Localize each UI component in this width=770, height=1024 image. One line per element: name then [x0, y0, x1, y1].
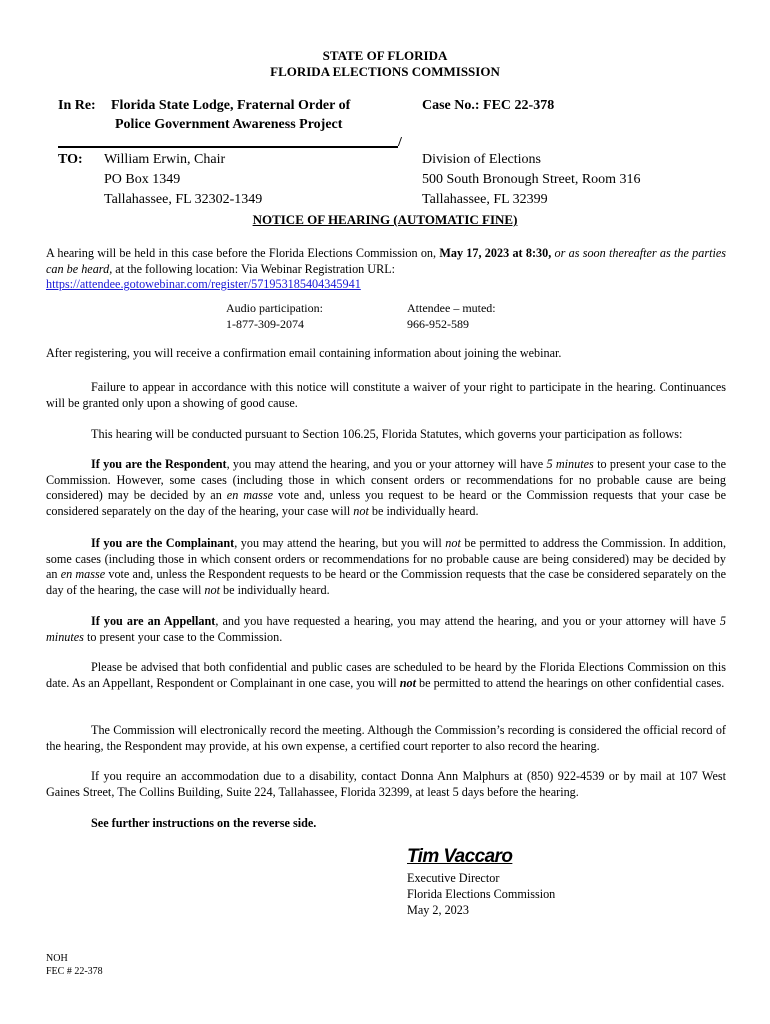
appellant-text-a: , and you have requested a hearing, you may attend the hearing, and you or your attorney will have: [215, 614, 720, 628]
signer-org: Florida Elections Commission: [407, 887, 556, 901]
complainant-lead: If you are the Complainant: [91, 536, 235, 550]
appellant-paragraph: [46, 614, 726, 645]
respondent-text-g: be individually heard.: [368, 503, 479, 518]
case-number: Case No.: FEC 22-378: [422, 98, 555, 113]
to-left-line1: William Erwin, Chair: [104, 152, 226, 167]
respondent-minutes: 5 minutes: [546, 457, 594, 471]
hearing-thereafter: or as soon thereafter as the parties can be heard: [46, 246, 726, 276]
complainant-text-c: be permitted to address the Commission. In addition, some cases (including those in which consent orders or recommendations for no probable cause are being considered) may be decided by an: [46, 536, 726, 582]
attendee-label: Attendee – muted:: [407, 301, 496, 315]
accommodation-paragraph: If you require an accommodation due to a disability, contact Donna Ann Malphurs at (850) 922-4539 or by mail at 107 West Gaines Street, The Collins Building, Suite 224, Tallahassee, Florida 32399, at least 5 days before the hearing.: [46, 769, 726, 799]
footer-noh: NOH: [46, 953, 68, 964]
audio-participation-number: 1-877-309-2074: [226, 317, 304, 331]
to-label: TO:: [58, 152, 83, 167]
signature-date: May 2, 2023: [407, 903, 469, 917]
respondent-paragraph: [46, 457, 726, 519]
hearing-text: A hearing will be held in this case before the Florida Elections Commission on,: [46, 246, 440, 260]
hearing-paragraph: [46, 246, 726, 293]
webinar-registration-link[interactable]: https://attendee.gotowebinar.com/register/5719531854043459​41: [46, 277, 361, 292]
complainant-not: not: [445, 536, 461, 550]
in-re-label: In Re:: [58, 98, 96, 113]
complainant-paragraph: [46, 536, 726, 598]
advised-paragraph: [46, 660, 726, 691]
in-re-line2: Police Government Awareness Project: [115, 117, 343, 132]
respondent-lead: If you are the Respondent: [91, 457, 227, 471]
respondent-text-e: vote and, unless you request to be heard or the Commission requests that your case be considered separately on the day of the hearing, your case will: [46, 488, 726, 518]
respondent-en-masse: en masse: [226, 488, 274, 503]
respondent-text-a: , you may attend the hearing, and you or your attorney will have: [226, 457, 547, 471]
complainant-text-a: , you may attend the hearing, but you will: [234, 536, 446, 550]
record-paragraph: The Commission will electronically record the meeting. Although the Commission’s recording is considered the official record of the hearing, the Respondent may provide, at his own expense, a certified court reporter to also record the hearing.: [46, 723, 726, 753]
to-right-line1: Division of Elections: [422, 152, 541, 167]
appellant-text-c: to present your case to the Commission.: [83, 629, 283, 644]
respondent-text-c: to present your case to the Commission. However, some cases (including those in which consent orders or recommendations for no probable cause are being considered) may be decided by an: [46, 457, 726, 503]
to-right-line3: Tallahassee, FL 32399: [422, 192, 548, 207]
complainant-text-g: be individually heard.: [219, 582, 330, 597]
signer-title: Executive Director: [407, 871, 500, 885]
to-right-line2: 500 South Bronough Street, Room 316: [422, 172, 641, 187]
hearing-date: May 17, 2023 at 8:30,: [439, 246, 552, 260]
caption-slash: /: [398, 135, 402, 150]
advised-text-a: Please be advised that both confidential and public cases are scheduled to be heard by the Florida Elections Commission on this date. As an Appellant, Respondent or Complainant in one case, you will: [46, 660, 726, 690]
respondent-not: not: [353, 503, 369, 518]
complainant-not-2: not: [204, 582, 220, 597]
notice-title: NOTICE OF HEARING (AUTOMATIC FINE): [252, 212, 518, 227]
hearing-location: , at the following location: Via Webinar Registration URL:: [109, 261, 396, 276]
caption-rule: [58, 146, 398, 148]
see-further-instructions: See further instructions on the reverse side.: [91, 816, 317, 830]
complainant-text-e: vote and, unless the Respondent requests to be heard or the Commission requests that the case be considered separately on the day of the hearing, the case will: [46, 567, 726, 597]
in-re-line1: Florida State Lodge, Fraternal Order of: [111, 98, 351, 113]
signature: Tim Vaccaro: [407, 846, 513, 867]
failure-paragraph: Failure to appear in accordance with this notice will constitute a waiver of your right to participate in the hearing. Continuances will be granted only upon a showing of good cause.: [46, 380, 726, 410]
pursuant-paragraph: This hearing will be conducted pursuant to Section 106.25, Florida Statutes, which governs your participation as follows:: [91, 427, 683, 441]
header-state: STATE OF FLORIDA: [322, 48, 448, 63]
to-left-line3: Tallahassee, FL 32302-1349: [104, 192, 263, 207]
advised-text-c: be permitted to attend the hearings on other confidential cases.: [415, 675, 725, 690]
to-left-line2: PO Box 1349: [104, 172, 181, 187]
header-commission: FLORIDA ELECTIONS COMMISSION: [270, 64, 500, 79]
complainant-en-masse: en masse: [60, 567, 106, 582]
attendee-number: 966-952-589: [407, 317, 469, 331]
after-registering-paragraph: After registering, you will receive a confirmation email containing information about joining the webinar.: [46, 346, 562, 360]
audio-participation-label: Audio participation:: [226, 301, 323, 315]
appellant-lead: If you are an Appellant: [91, 614, 216, 628]
appellant-minutes: 5 minutes: [46, 614, 726, 644]
footer-case: FEC # 22-378: [46, 966, 103, 977]
advised-not: not: [399, 675, 416, 690]
